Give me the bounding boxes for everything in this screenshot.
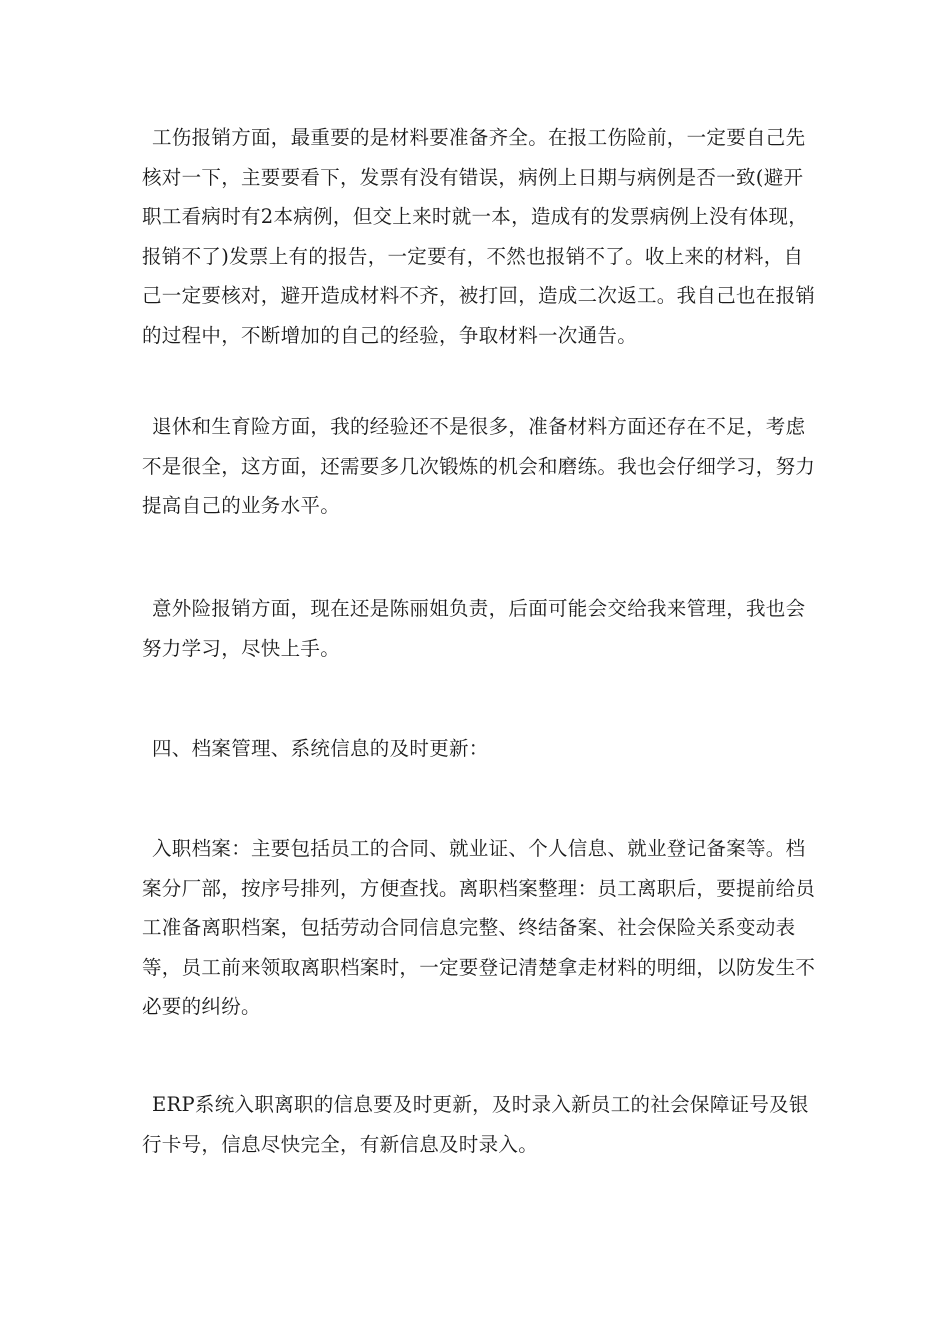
- paragraph-work-injury-reimbursement: [142, 118, 822, 355]
- section-heading-archive-management: [142, 729, 822, 769]
- paragraph-text: ERP系统入职离职的信息要及时更新，及时录入新员工的社会保障证号及银行卡号，信息尽快完全，有新信息及时录入。: [142, 1093, 809, 1156]
- paragraph-text: 退休和生育险方面，我的经验还不是很多，准备材料方面还存在不足，考虑不是很全，这方面，还需要多几次锻炼的机会和磨练。我也会仔细学习，努力提高自己的业务水平。: [142, 415, 816, 517]
- paragraph-retirement-maternity-insurance: [142, 407, 822, 526]
- paragraph-text: 意外险报销方面，现在还是陈丽姐负责，后面可能会交给我来管理，我也会努力学习，尽快上手。: [142, 597, 806, 660]
- paragraph-text: 入职档案：主要包括员工的合同、就业证、个人信息、就业登记备案等。档案分厂部，按序号排列，方便查找。离职档案整理：员工离职后，要提前给员工准备离职档案，包括劳动合同信息完整、终结备案、社会保险关系变动表等，员工前来领取离职档案时，一定要登记清楚拿走材料的明细，以防发生不必要的纠纷。: [142, 837, 816, 1018]
- paragraph-erp-system-update: [142, 1085, 822, 1164]
- heading-text: 四、档案管理、系统信息的及时更新：: [152, 737, 489, 760]
- paragraph-text: 工伤报销方面，最重要的是材料要准备齐全。在报工伤险前，一定要自己先核对一下，主要要看下，发票有没有错误，病例上日期与病例是否一致(避开职工看病时有2本病例，但交上来时就一本，造成有的发票病例上没有体现，报销不了)发票上有的报告，一定要有，不然也报销不了。收上来的材料，自己一定要核对，避开造成材料不齐，被打回，造成二次返工。我自己也在报销的过程中，不断增加的自己的经验，争取材料一次通告。: [142, 126, 816, 347]
- paragraph-onboarding-archives: [142, 829, 822, 1027]
- paragraph-accident-insurance: [142, 589, 822, 668]
